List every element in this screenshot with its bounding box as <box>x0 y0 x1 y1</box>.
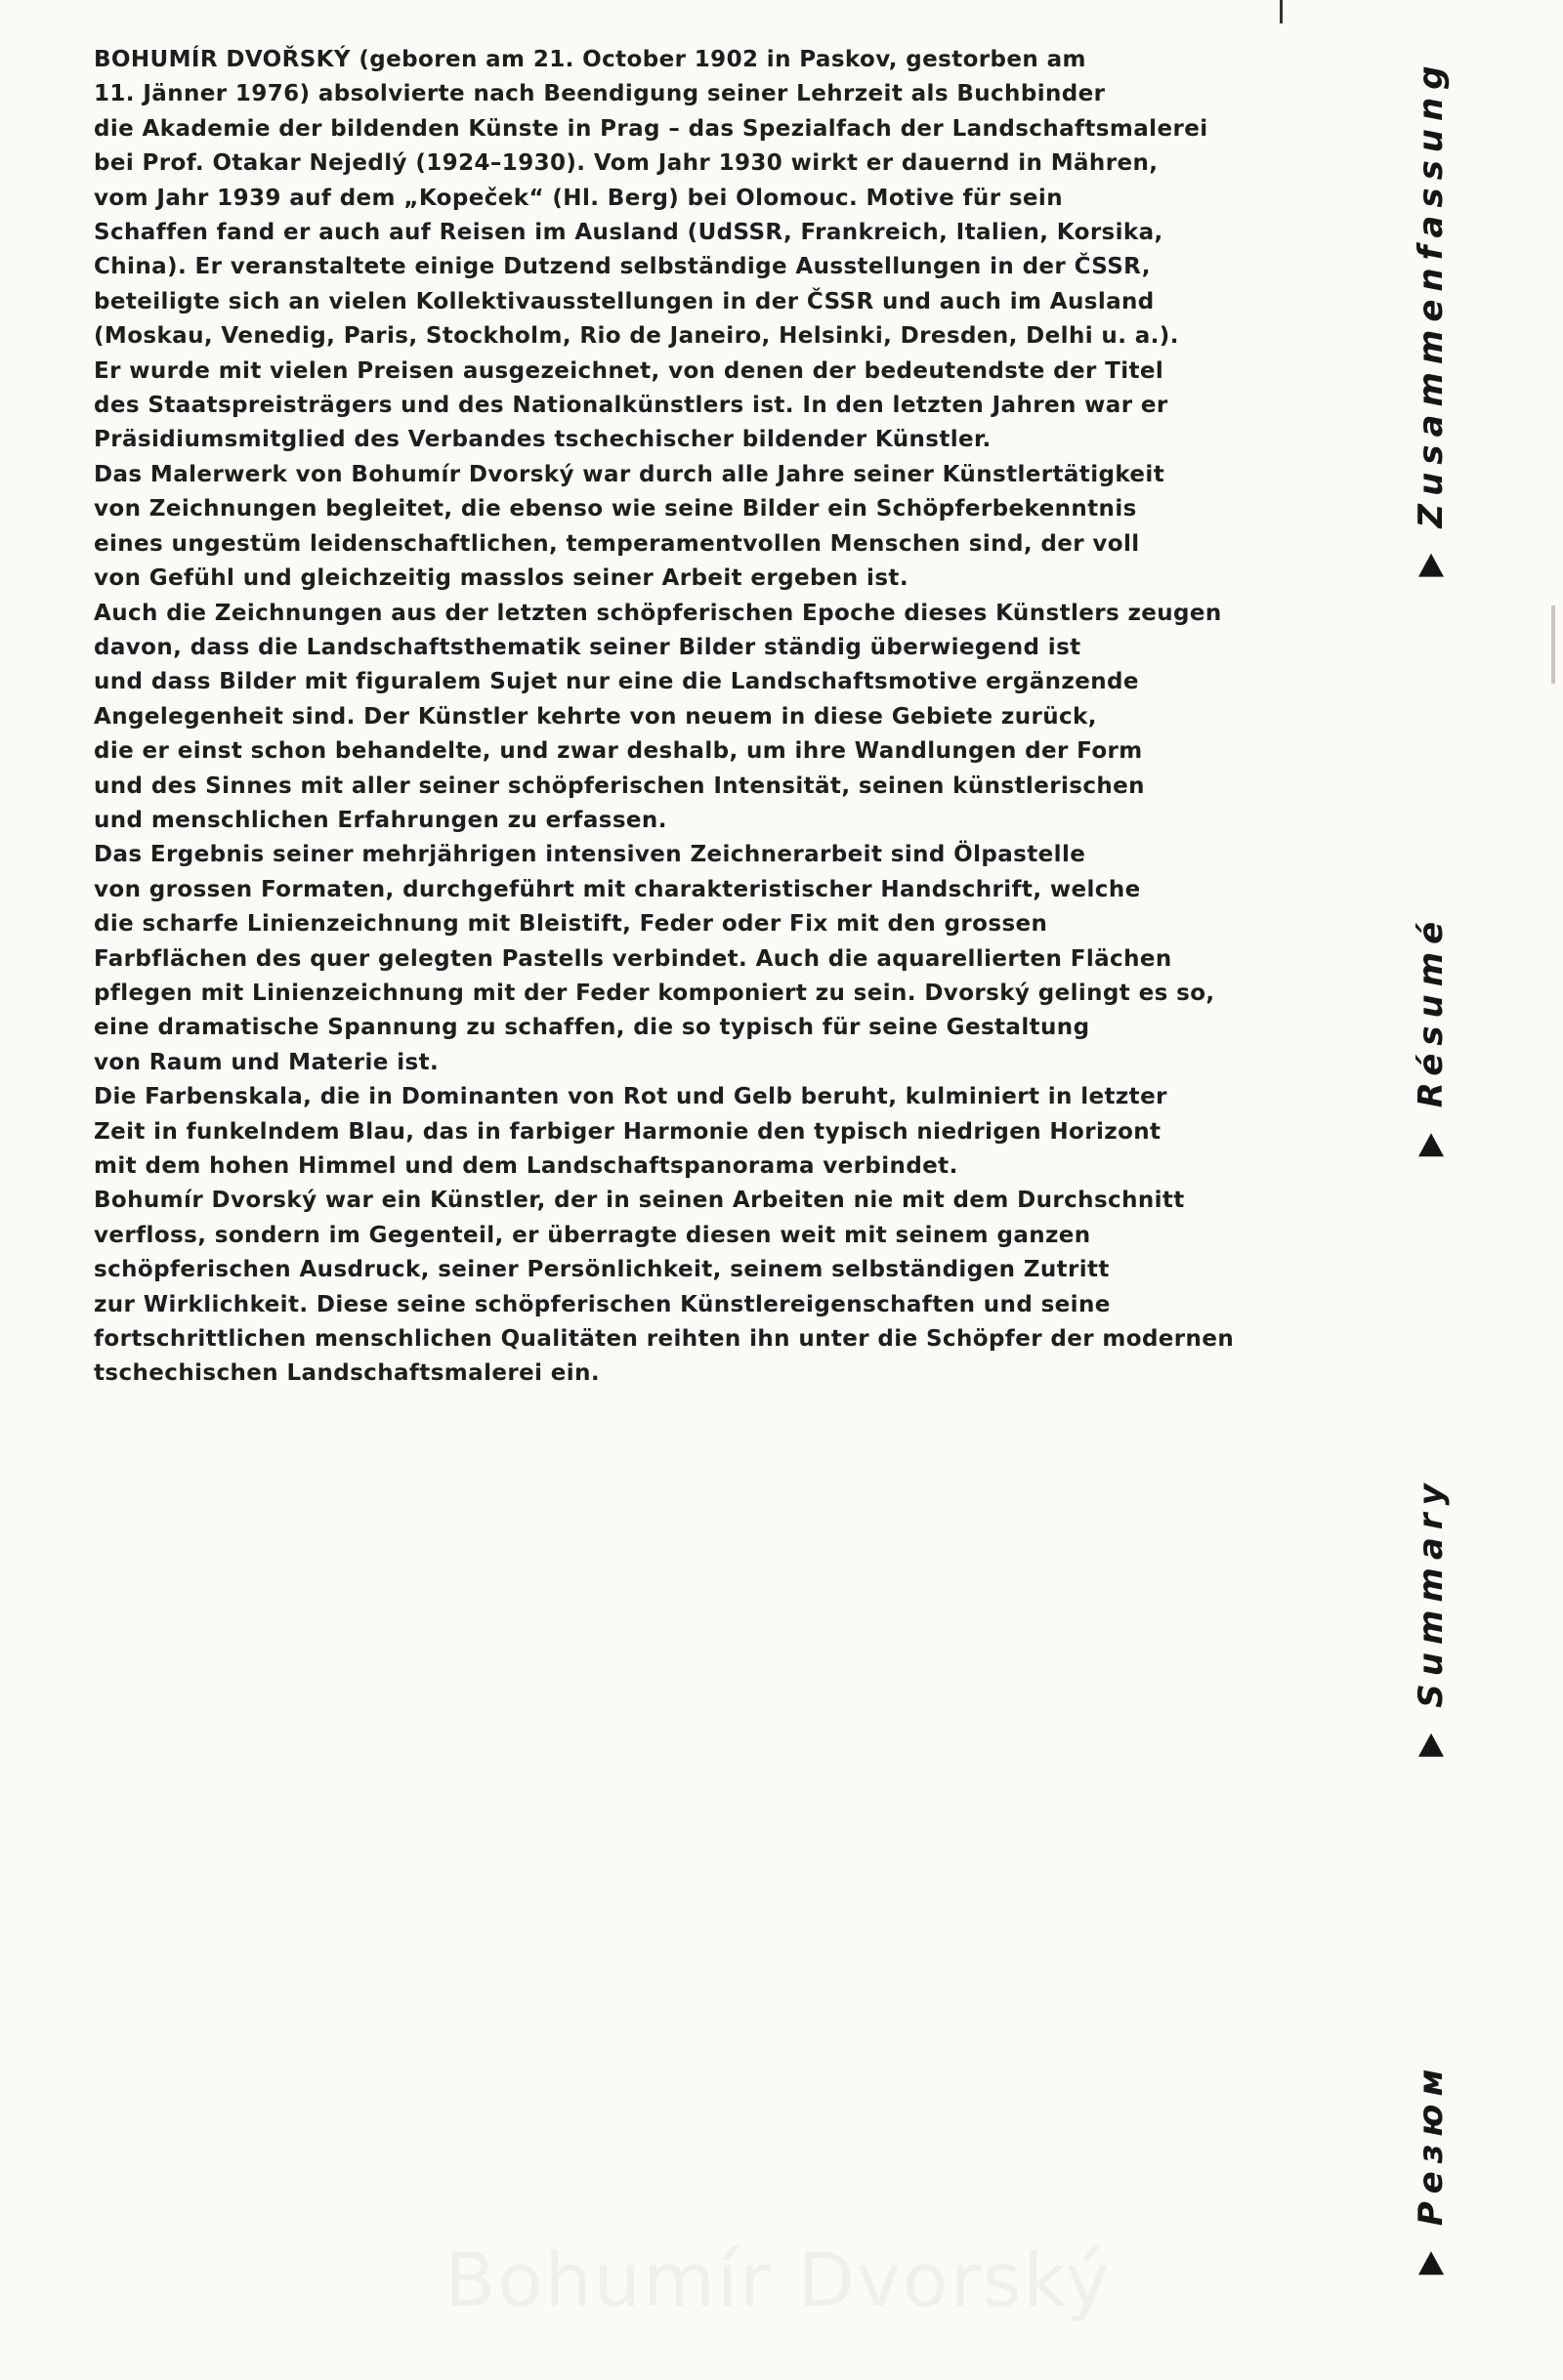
tab-label: Summary <box>1412 1476 1451 1708</box>
tab-label-wrap <box>1412 58 1451 576</box>
text-line: Das Malerwerk von Bohumír Dvorský war durch alle Jahre seiner Künstlertätigkeit <box>94 461 1165 487</box>
text-line: von grossen Formaten, durchgeführt mit charakteristischer Handschrift, welche <box>94 876 1141 902</box>
text-line: und menschlichen Erfahrungen zu erfassen. <box>94 807 667 833</box>
paragraph <box>94 838 1246 1080</box>
tab-rezyum[interactable] <box>1397 2031 1465 2305</box>
page-edge-mark <box>1551 605 1555 684</box>
text-line: und des Sinnes mit aller seiner schöpferischen Intensität, seinen künstlerischen <box>94 772 1145 799</box>
paragraph <box>94 1080 1246 1184</box>
crop-mark <box>1280 0 1283 23</box>
text-line: die er einst schon behandelte, und zwar deshalb, um ihre Wandlungen der Form <box>94 738 1143 765</box>
text-line: Präsidiumsmitglied des Verbandes tschechischer bildender Künstler. <box>94 427 992 453</box>
text-line: Das Ergebnis seiner mehrjährigen intensiven Zeichnerarbeit sind Ölpastelle <box>94 842 1086 868</box>
tab-resume[interactable] <box>1397 889 1465 1182</box>
paragraph <box>94 597 1246 839</box>
text-line: (Moskau, Venedig, Paris, Stockholm, Rio de Janeiro, Helsinki, Dresden, Delhi u. a.). <box>94 323 1179 350</box>
tab-summary[interactable] <box>1397 1455 1465 1777</box>
tab-label-wrap <box>1412 2062 1451 2276</box>
text-line: Bohumír Dvorský war ein Künstler, der in seinen Arbeiten nie mit dem Durchschnitt <box>94 1188 1185 1214</box>
triangle-arrow-icon <box>1418 1733 1444 1757</box>
text-line: fortschrittlichen menschlichen Qualitäten reihten ihn unter die Schöpfer der modernen <box>94 1326 1235 1353</box>
text-line: China). Er veranstaltete einige Dutzend selbständige Ausstellungen in der ČSSR, <box>94 254 1151 280</box>
text-line: eine dramatische Spannung zu schaffen, die so typisch für seine Gestaltung <box>94 1015 1090 1041</box>
text-line: von Raum und Materie ist. <box>94 1049 440 1075</box>
text-line: von Gefühl und gleichzeitig masslos seiner Arbeit ergeben ist. <box>94 565 908 592</box>
watermark: Bohumír Dvorský <box>444 2236 1112 2323</box>
text-line: BOHUMÍR DVOŘSKÝ (geboren am 21. October 1902 in Paskov, gestorben am <box>94 47 1086 72</box>
text-line: Angelegenheit sind. Der Künstler kehrte von neuem in diese Gebiete zurück, <box>94 703 1097 730</box>
text-line: mit dem hohen Himmel und dem Landschaftspanorama verbindet. <box>94 1153 958 1179</box>
text-line: tschechischen Landschaftsmalerei ein. <box>94 1360 600 1387</box>
paragraph <box>94 458 1246 597</box>
text-line: verfloss, sondern im Gegenteil, er überragte diesen weit mit seinem ganzen <box>94 1222 1091 1248</box>
text-line: davon, dass die Landschaftsthematik seiner Bilder ständig überwiegend ist <box>94 634 1081 660</box>
text-line: zur Wirklichkeit. Diese seine schöpferischen Künstlereigenschaften und seine <box>94 1291 1111 1317</box>
triangle-arrow-icon <box>1418 554 1444 577</box>
text-line: pflegen mit Linienzeichnung mit der Feder komponiert zu sein. Dvorský gelingt es so, <box>94 980 1215 1006</box>
text-line: die scharfe Linienzeichnung mit Bleistift, Feder oder Fix mit den grossen <box>94 911 1048 938</box>
text-line: Zeit in funkelndem Blau, das in farbiger Harmonie den typisch niedrigen Horizont <box>94 1118 1162 1145</box>
paragraph <box>94 43 1246 458</box>
text-line: Auch die Zeichnungen aus der letzten schöpferischen Epoche dieses Künstlers zeugen <box>94 600 1222 626</box>
triangle-arrow-icon <box>1418 1133 1444 1156</box>
text-line: Farbflächen des quer gelegten Pastells verbindet. Auch die aquarellierten Flächen <box>94 945 1172 972</box>
tab-zusammenfassung[interactable] <box>1397 39 1465 596</box>
text-line: eines ungestüm leidenschaftlichen, temperamentvollen Menschen sind, der voll <box>94 530 1140 557</box>
text-line: Er wurde mit vielen Preisen ausgezeichnet, von denen der bedeutendste der Titel <box>94 357 1164 384</box>
text-line: des Staatspreisträgers und des Nationalkünstlers ist. In den letzten Jahren war er <box>94 393 1168 419</box>
text-line: schöpferischen Ausdruck, seiner Persönlichkeit, seinem selbständigen Zutritt <box>94 1257 1110 1283</box>
tab-label: Zusammenfassung <box>1412 58 1451 528</box>
text-line: die Akademie der bildenden Künste in Prag – das Spezialfach der Landschaftsmalerei <box>94 115 1208 142</box>
tab-label: Résumé <box>1412 913 1451 1108</box>
text-line: 11. Jänner 1976) absolvierte nach Beendigung seiner Lehrzeit als Buchbinder <box>94 81 1106 107</box>
triangle-arrow-icon <box>1418 2251 1444 2275</box>
text-line: Schaffen fand er auch auf Reisen im Ausland (UdSSR, Frankreich, Italien, Korsika, <box>94 220 1163 246</box>
text-line: von Zeichnungen begleitet, die ebenso wie seine Bilder ein Schöpferbekenntnis <box>94 496 1137 522</box>
tab-label-wrap <box>1412 1476 1451 1756</box>
text-line: vom Jahr 1939 auf dem „Kopeček“ (Hl. Berg) bei Olomouc. Motive für sein <box>94 185 1063 211</box>
paragraph <box>94 1184 1246 1391</box>
text-line: beteiligte sich an vielen Kollektivausstellungen in der ČSSR und auch im Ausland <box>94 288 1155 314</box>
text-line: bei Prof. Otakar Nejedlý (1924–1930). Vom Jahr 1930 wirkt er dauernd in Mähren, <box>94 150 1159 177</box>
tab-label-wrap <box>1412 914 1451 1156</box>
summary-body-text <box>94 43 1246 1392</box>
tab-label: Резюм <box>1412 2061 1451 2227</box>
text-line: und dass Bilder mit figuralem Sujet nur eine die Landschaftsmotive ergänzende <box>94 669 1139 695</box>
text-line: Die Farbenskala, die in Dominanten von Rot und Gelb beruht, kulminiert in letzter <box>94 1084 1167 1110</box>
